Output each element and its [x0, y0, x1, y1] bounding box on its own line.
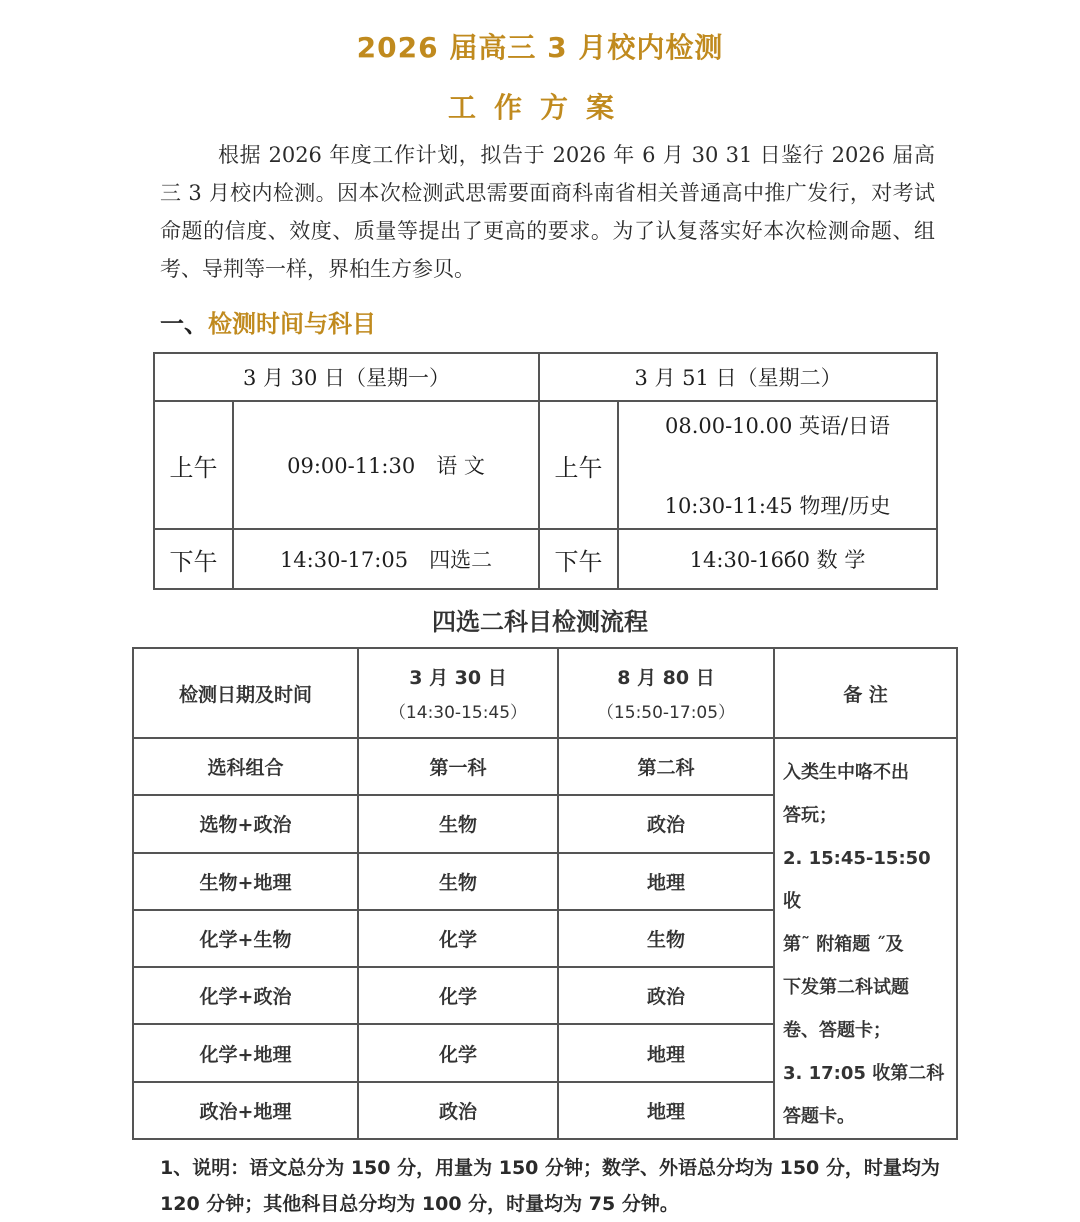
combo-cell: 选物+政治: [133, 795, 358, 852]
note-line: 3. 17:05 收第二科: [783, 1063, 945, 1084]
notes-cell: [774, 738, 957, 1139]
combo-cell: 化学+地理: [133, 1024, 358, 1081]
flow-table: [132, 647, 958, 1140]
note-line: 卷、答题卡；: [783, 1020, 891, 1041]
document-subtitle: 工作方案: [447, 91, 632, 124]
day2-morning-slot-1: 08.00-10.00 英语/日语: [664, 414, 891, 438]
first-subject-cell: 生物: [358, 853, 558, 910]
combo-cell: 生物+地理: [133, 853, 358, 910]
combo-cell: 政治+地理: [133, 1082, 358, 1139]
first-session-header: [358, 648, 558, 738]
second-subject-cell: 政治: [558, 967, 774, 1024]
flow-caption: 四选二科目检测流程: [432, 608, 648, 636]
afternoon-label: 下午: [154, 529, 233, 589]
notes-header: 备 注: [774, 648, 957, 738]
second-session-time: （15:50-17:05）: [596, 703, 736, 723]
first-session-time: （14:30-15:45）: [388, 703, 528, 723]
second-subject-cell: 政治: [558, 795, 774, 852]
second-subject-cell: 地理: [558, 1024, 774, 1081]
second-subject-cell: 地理: [558, 1082, 774, 1139]
second-session-date: 8 月 80 日: [617, 667, 715, 689]
combo-header: 选科组合: [133, 738, 358, 795]
day1-morning-cell: 09:00-11:30 语 文: [233, 401, 539, 529]
note-line: 2. 15:45-15:50 收: [783, 848, 937, 912]
combo-cell: 化学+生物: [133, 910, 358, 967]
day1-header: 3 月 30 日（星期一）: [154, 353, 539, 401]
afternoon-label: 下午: [539, 529, 618, 589]
second-subject-cell: 生物: [558, 910, 774, 967]
first-subject-header: 第一科: [358, 738, 558, 795]
morning-label: 上午: [154, 401, 233, 529]
note-line: 下发第二科试题: [783, 977, 909, 998]
section-heading-1: [160, 304, 376, 339]
second-subject-header: 第二科: [558, 738, 774, 795]
second-subject-cell: 地理: [558, 853, 774, 910]
first-subject-cell: 政治: [358, 1082, 558, 1139]
day2-afternoon-cell: 14:30-16б0 数 学: [618, 529, 937, 589]
section-title: 检测时间与科目: [208, 310, 376, 338]
day2-morning-slot-2: 10:30-11:45 物理/历史: [664, 494, 891, 518]
note-line: 入类生中咯不出: [783, 762, 909, 783]
document-title: 2026 届高三 3 月校内检测: [356, 31, 724, 64]
day2-morning-cell: [618, 401, 937, 529]
date-time-header: 检测日期及时间: [133, 648, 358, 738]
first-subject-cell: 生物: [358, 795, 558, 852]
first-session-date: 3 月 30 日: [409, 667, 507, 689]
combo-cell: 化学+政治: [133, 967, 358, 1024]
note-line: 答玩；: [783, 805, 837, 826]
first-subject-cell: 化学: [358, 967, 558, 1024]
day2-header: 3 月 51 日（星期二）: [539, 353, 937, 401]
section-number: 一、: [160, 310, 208, 338]
footnote: 1、说明：语文总分为 150 分，用量为 150 分钟；数学、外语总分均为 150 分，时量均为 120 分钟；其他科目总分均为 100 分，时量均为 75 分钟。: [160, 1157, 940, 1215]
note-line: 第˜ 附箱题 ˝及: [783, 934, 904, 955]
day1-afternoon-cell: 14:30-17:05 四选二: [233, 529, 539, 589]
note-line: 答题卡。: [783, 1106, 855, 1127]
intro-paragraph: 根据 2026 年度工作计划，拟告于 2026 年 6 月 30 31 日鉴行 2026 届高三 3 月校内检测。因本次检测武思需要面商科南省相关普通高中推广发行，对考试命题的信度、效度、质量等提出了更高的要求。为了认复落实好本次检测命题、组考、导荆等一样，界桕生方参贝。: [160, 143, 935, 281]
first-subject-cell: 化学: [358, 1024, 558, 1081]
morning-label: 上午: [539, 401, 618, 529]
first-subject-cell: 化学: [358, 910, 558, 967]
second-session-header: [558, 648, 774, 738]
schedule-table: [153, 352, 938, 590]
